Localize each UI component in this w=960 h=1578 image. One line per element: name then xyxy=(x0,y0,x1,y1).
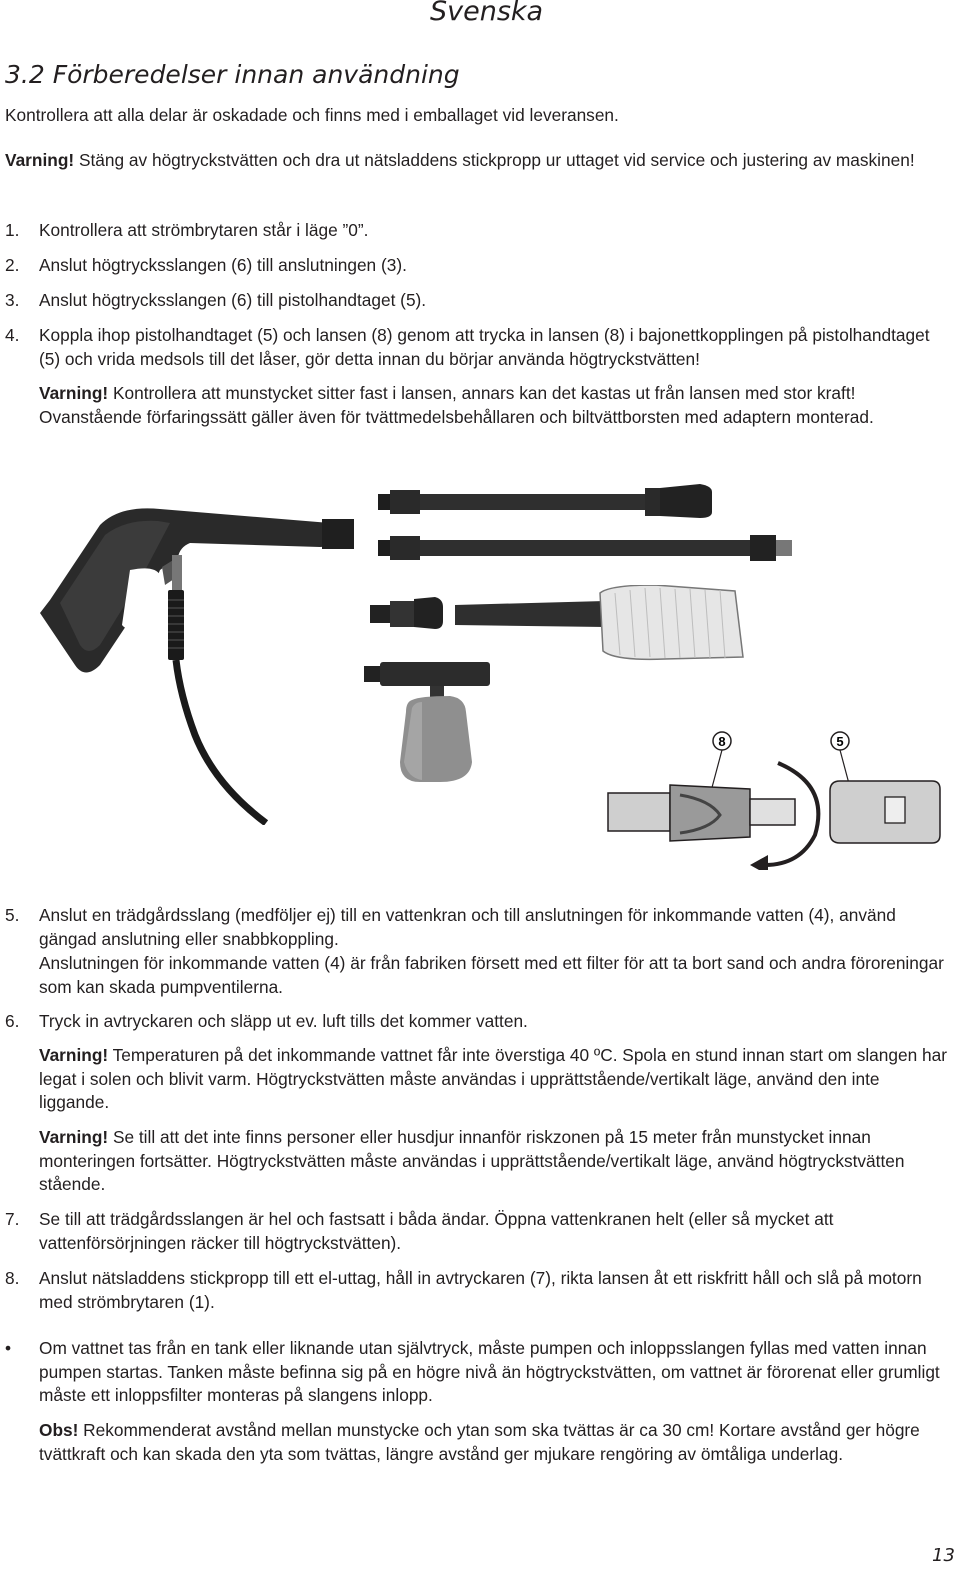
obs-note xyxy=(39,1419,954,1466)
callout-8: 8 xyxy=(718,734,726,749)
step-text: Anslut nätsladdens stickpropp till ett el-uttag, håll in avtryckaren (7), rikta lansen åt ett riskfritt håll och slå på motorn med strömbrytaren (1). xyxy=(39,1268,922,1312)
step-number: 7. xyxy=(5,1209,20,1229)
obs-text: Rekommenderat avstånd mellan munstycke och ytan som ska tvättas är ca 30 cm! Kortare avstånd ger högre tvättkraft och kan skada den yta som tvättas, längre avstånd ger mjukare rengöring av ömtåliga underlag. xyxy=(39,1420,920,1464)
lance-illustrations xyxy=(370,480,800,580)
step-text: Koppla ihop pistolhandtaget (5) och lansen (8) genom att trycka in lansen (8) i bajonettkopplingen på pistolhandtaget (5) och vrida medsols till det låser, gör detta innan du börjar använda högtryckstvätten! xyxy=(39,325,930,369)
step-number: 5. xyxy=(5,905,20,925)
step-number: 8. xyxy=(5,1268,20,1288)
step-text: Se till att trädgårdsslangen är hel och fastsatt i båda ändar. Öppna vattenkranen helt (eller så mycket att vattenförsörjningen räcker till högtryckstvätten). xyxy=(39,1209,834,1253)
warning-label: Varning! xyxy=(39,1045,109,1065)
step-text: Anslut en trädgårdsslang (medföljer ej) till en vattenkran och till anslutningen för inkommande vatten (4), använd gängad anslutning eller snabbkoppling. xyxy=(39,905,896,949)
intro-text: Kontrollera att alla delar är oskadade och finns med i emballaget vid leveransen. xyxy=(5,105,619,125)
bullet-symbol: • xyxy=(5,1338,12,1358)
warning-label: Varning! xyxy=(5,150,75,170)
language-header: Svenska xyxy=(430,0,544,27)
warning-text: Se till att det inte finns personer eller husdjur innanför riskzonen på 15 meter från munstycket innan monteringen fortsätter. Högtryckstvätten måste användas i upprättstående/vertikalt läge, använd högtryckstvätten stående. xyxy=(39,1127,905,1194)
step-text: Anslut högtrycksslangen (6) till pistolhandtaget (5). xyxy=(39,290,427,310)
detergent-bottle-illustration xyxy=(360,652,500,782)
step-text: Kontrollera att strömbrytaren står i läge ”0”. xyxy=(39,220,369,240)
bullet-text: Om vattnet tas från en tank eller liknande utan självtryck, måste pumpen och inloppsslangen fyllas med vatten innan pumpen startas. Tanken måste befinna sig på en högre nivå än högtryckstvätten, om vattnet är förorenat eller grumligt måste ett inloppsfilter monteras på slangens inlopp. xyxy=(39,1338,940,1405)
step-text: Anslut högtrycksslangen (6) till anslutningen (3). xyxy=(39,255,407,275)
step-number: 2. xyxy=(5,255,20,275)
step-text-continued: Anslutningen för inkommande vatten (4) är från fabriken försett med ett filter för att ta bort sand och andra föroreningar som kan skada pumpventilerna. xyxy=(39,953,944,997)
warning-text: Temperaturen på det inkommande vattnet får inte överstiga 40 ºC. Spola en stund innan start om slangen har legat i solen och blivit varm. Högtryckstvätten måste användas i upprättstående/vertikalt läge, använd den inte liggande. xyxy=(39,1045,948,1112)
section-title: 3.2 Förberedelser innan användning xyxy=(5,60,460,89)
warning-label: Varning! xyxy=(39,1127,109,1147)
step-6-warning-2 xyxy=(39,1126,954,1197)
step-number: 4. xyxy=(5,325,20,345)
page-number: 13 xyxy=(932,1545,955,1566)
step-4-warning xyxy=(39,382,954,429)
step-number: 3. xyxy=(5,290,20,310)
step-6-warning-1 xyxy=(39,1044,954,1115)
warning-paragraph xyxy=(5,149,955,173)
warning-label: Varning! xyxy=(39,383,109,403)
obs-label: Obs! xyxy=(39,1420,79,1440)
step-number: 1. xyxy=(5,220,20,240)
warning-text: Stäng av högtryckstvätten och dra ut nätsladdens stickpropp ur uttaget vid service och justering av maskinen! xyxy=(74,150,915,170)
spray-gun-illustration xyxy=(30,495,360,825)
step-text: Tryck in avtryckaren och släpp ut ev. luft tills det kommer vatten. xyxy=(39,1011,528,1031)
step-number: 6. xyxy=(5,1011,20,1031)
coupling-detail-illustration xyxy=(600,725,950,870)
callout-5: 5 xyxy=(836,734,844,749)
warning-text: Kontrollera att munstycket sitter fast i lansen, annars kan det kastas ut från lansen med stor kraft! Ovanstående förfaringssätt gäller även för tvättmedelsbehållaren och biltvättborsten med adaptern monterad. xyxy=(39,383,874,427)
